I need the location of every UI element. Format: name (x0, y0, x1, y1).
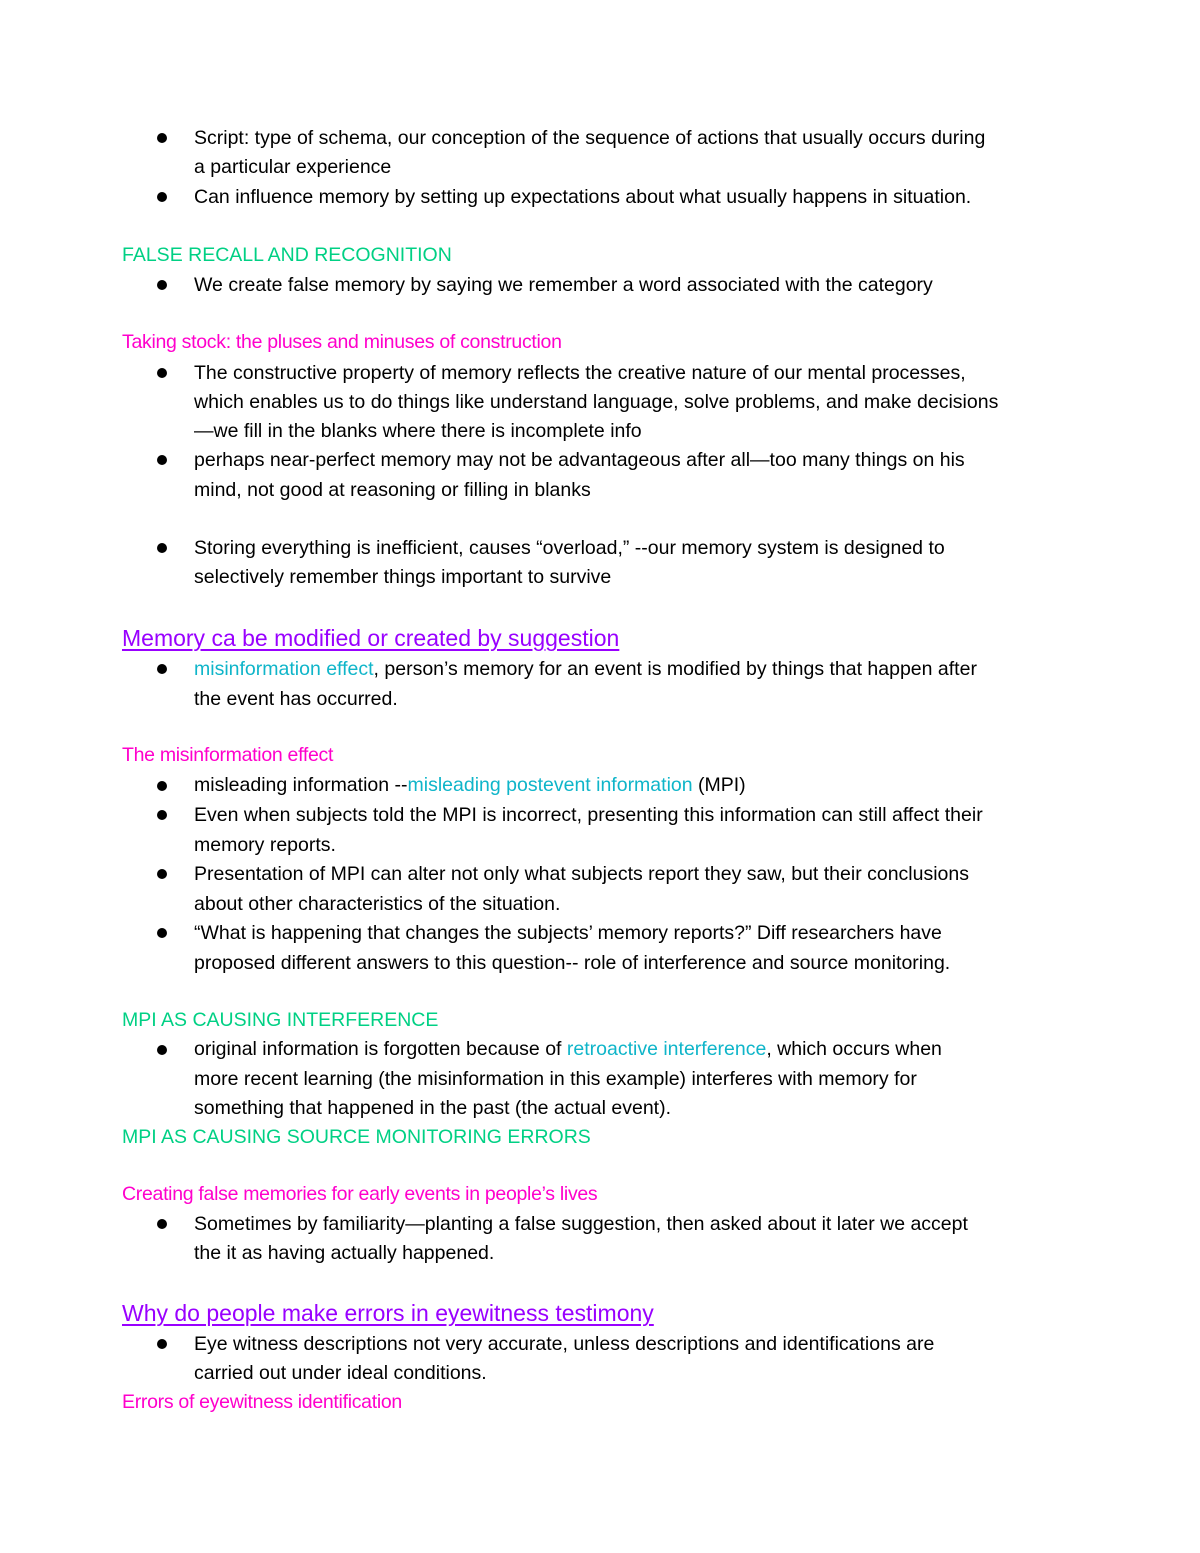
key-term: misleading postevent information (407, 774, 693, 796)
bullet (157, 368, 167, 378)
body-text: selectively remember things important to survive (194, 566, 612, 588)
bullet (157, 543, 167, 553)
key-term: misinformation effect (194, 658, 374, 680)
body-text: proposed different answers to this question-- role of interference and source monitoring. (194, 952, 951, 974)
body-text: perhaps near-perfect memory may not be advantageous after all—too many things on his (194, 449, 965, 471)
section-heading: Creating false memories for early events in people’s lives (122, 1183, 598, 1205)
body-text: something that happened in the past (the actual event). (194, 1097, 671, 1119)
body-text-fragment: , which occurs when (766, 1038, 942, 1060)
body-text-fragment: misleading information -- (194, 774, 408, 796)
body-text: —we fill in the blanks where there is incomplete info (194, 420, 642, 442)
body-text (194, 657, 1094, 681)
body-text (194, 1037, 1094, 1061)
body-text: The constructive property of memory reflects the creative nature of our mental processes, (194, 362, 966, 384)
body-text-fragment: original information is forgotten because of (194, 1038, 567, 1060)
section-heading: Taking stock: the pluses and minuses of construction (122, 331, 562, 353)
body-text: Storing everything is inefficient, causes “overload,” --our memory system is designed to (194, 537, 945, 559)
body-text-fragment: (MPI) (692, 774, 746, 796)
body-text: We create false memory by saying we remember a word associated with the category (194, 274, 933, 296)
body-text-fragment: , person’s memory for an event is modified by things that happen after (373, 658, 977, 680)
body-text: “What is happening that changes the subjects’ memory reports?” Diff researchers have (194, 922, 942, 944)
section-heading: Errors of eyewitness identification (122, 1391, 402, 1413)
body-text: Eye witness descriptions not very accurate, unless descriptions and identifications are (194, 1333, 935, 1355)
bullet (157, 928, 167, 938)
body-text: more recent learning (the misinformation in this example) interferes with memory for (194, 1068, 917, 1090)
body-text: carried out under ideal conditions. (194, 1362, 487, 1384)
body-text: mind, not good at reasoning or filling in blanks (194, 479, 591, 501)
bullet (157, 810, 167, 820)
section-heading: FALSE RECALL AND RECOGNITION (122, 244, 452, 266)
bullet (157, 192, 167, 202)
bullet (157, 1045, 167, 1055)
body-text: the event has occurred. (194, 688, 398, 710)
body-text: a particular experience (194, 156, 392, 178)
bullet (157, 455, 167, 465)
bullet (157, 1219, 167, 1229)
body-text: Sometimes by familiarity—planting a false suggestion, then asked about it later we accept (194, 1213, 968, 1235)
key-term: retroactive interference (566, 1038, 767, 1060)
section-heading: Memory ca be modified or created by suggestion (122, 625, 620, 651)
bullet (157, 1339, 167, 1349)
bullet (157, 280, 167, 290)
section-heading: MPI AS CAUSING SOURCE MONITORING ERRORS (122, 1126, 591, 1148)
body-text: Presentation of MPI can alter not only what subjects report they saw, but their conclusions (194, 863, 969, 885)
bullet (157, 133, 167, 143)
section-heading: MPI AS CAUSING INTERFERENCE (122, 1009, 439, 1031)
body-text: Script: type of schema, our conception of the sequence of actions that usually occurs during (194, 127, 986, 149)
body-text: about other characteristics of the situation. (194, 893, 561, 915)
body-text: the it as having actually happened. (194, 1242, 495, 1264)
section-heading: Why do people make errors in eyewitness testimony (122, 1300, 654, 1326)
bullet (157, 869, 167, 879)
body-text: which enables us to do things like understand language, solve problems, and make decisions (194, 391, 999, 413)
bullet (157, 664, 167, 674)
body-text: Can influence memory by setting up expectations about what usually happens in situation. (194, 186, 972, 208)
body-text: memory reports. (194, 834, 336, 856)
body-text (194, 773, 1094, 797)
section-heading: The misinformation effect (122, 744, 334, 766)
bullet (157, 781, 167, 791)
body-text: Even when subjects told the MPI is incorrect, presenting this information can still affect their (194, 804, 983, 826)
